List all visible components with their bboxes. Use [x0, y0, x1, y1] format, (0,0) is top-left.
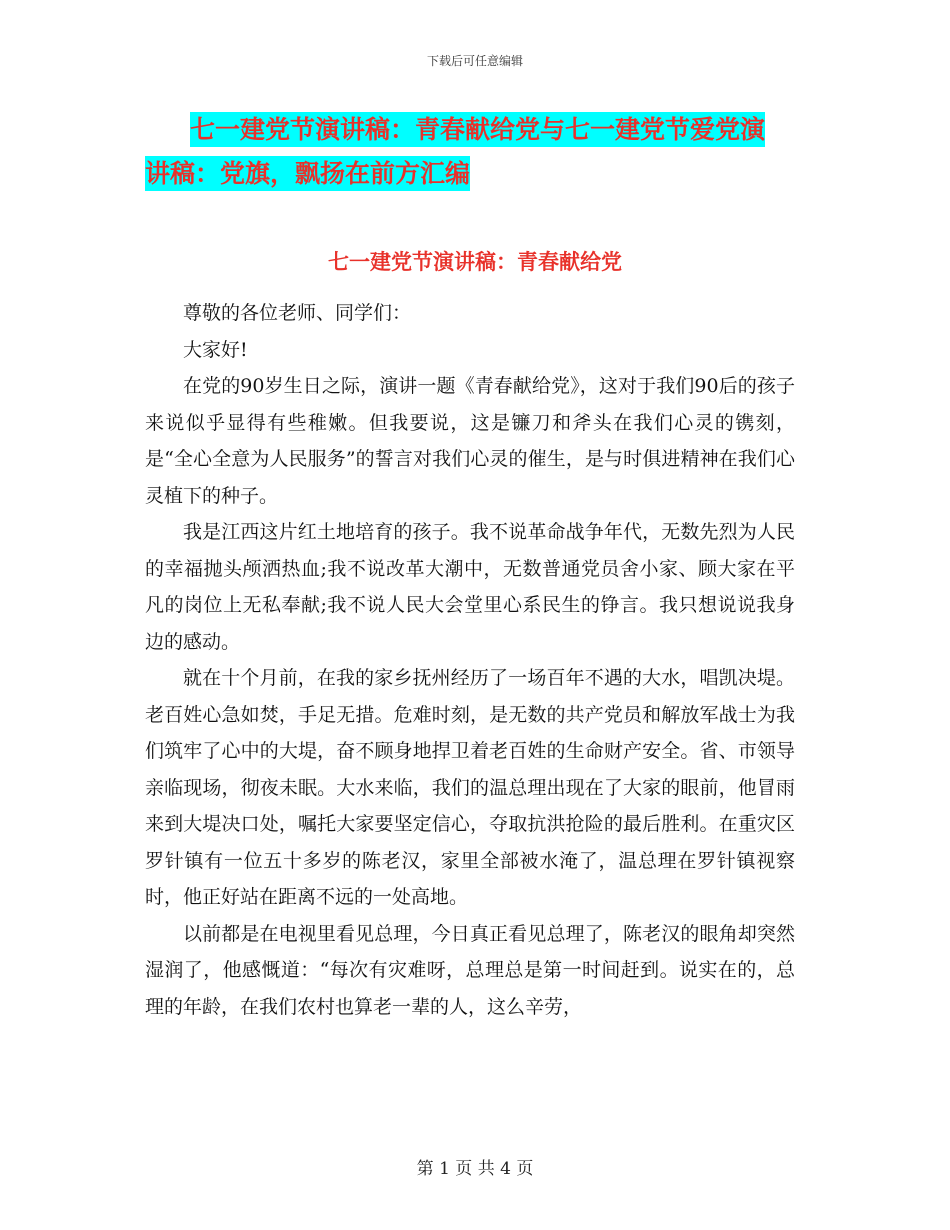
paragraph: 我是江西这片红土地培育的孩子。我不说革命战争年代，无数先烈为人民的幸福抛头颅洒热血;我不说改革大潮中，无数普通党员舍小家、顾大家在平凡的岗位上无私奉献;我不说人民大会堂里心系民生的铮言。我只想说说我身边的感动。: [145, 521, 795, 653]
section-title: 七一建党节演讲稿：青春献给党: [328, 250, 622, 274]
paragraph: 以前都是在电视里看见总理，今日真正看见总理了，陈老汉的眼角却突然湿润了，他感慨道：“每次有灾难呀，总理总是第一时间赶到。说实在的，总理的年龄，在我们农村也算老一辈的人，这么辛劳，: [145, 922, 795, 1018]
title-line-1: 七一建党节演讲稿：青春献给党与七一建党节爱党演: [190, 112, 765, 147]
page-header-note: 下载后可任意编辑: [426, 54, 523, 68]
paragraph: 就在十个月前，在我的家乡抚州经历了一场百年不遇的大水，唱凯决堤。老百姓心急如焚，手足无措。危难时刻，是无数的共产党员和解放军战士为我们筑牢了心中的大堤，奋不顾身地捍卫着老百姓的生命财产安全。省、市领导亲临现场，彻夜未眠。大水来临，我们的温总理出现在了大家的眼前，他冒雨来到大堤决口处，嘱托大家要坚定信心，夺取抗洪抢险的最后胜利。在重灾区罗针镇有一位五十多岁的陈老汉，家里全部被水淹了，温总理在罗针镇视察时，他正好站在距离不远的一处高地。: [145, 667, 795, 908]
paragraph: 在党的90岁生日之际，演讲一题《青春献给党》，这对于我们90后的孩子来说似乎显得有些稚嫩。但我要说，这是镰刀和斧头在我们心灵的镌刻，是“全心全意为人民服务”的誓言对我们心灵的催生，是与时俱进精神在我们心灵植下的种子。: [145, 375, 795, 507]
page-number: 第 1 页 共 4 页: [416, 1159, 534, 1179]
hello-paragraph: 大家好!: [183, 338, 248, 361]
title-line-2: 讲稿：党旗，飘扬在前方汇编: [145, 156, 470, 191]
body-text: [145, 295, 795, 1025]
greeting-paragraph: 尊敬的各位老师、同学们：: [183, 302, 412, 324]
document-title: [145, 108, 805, 196]
